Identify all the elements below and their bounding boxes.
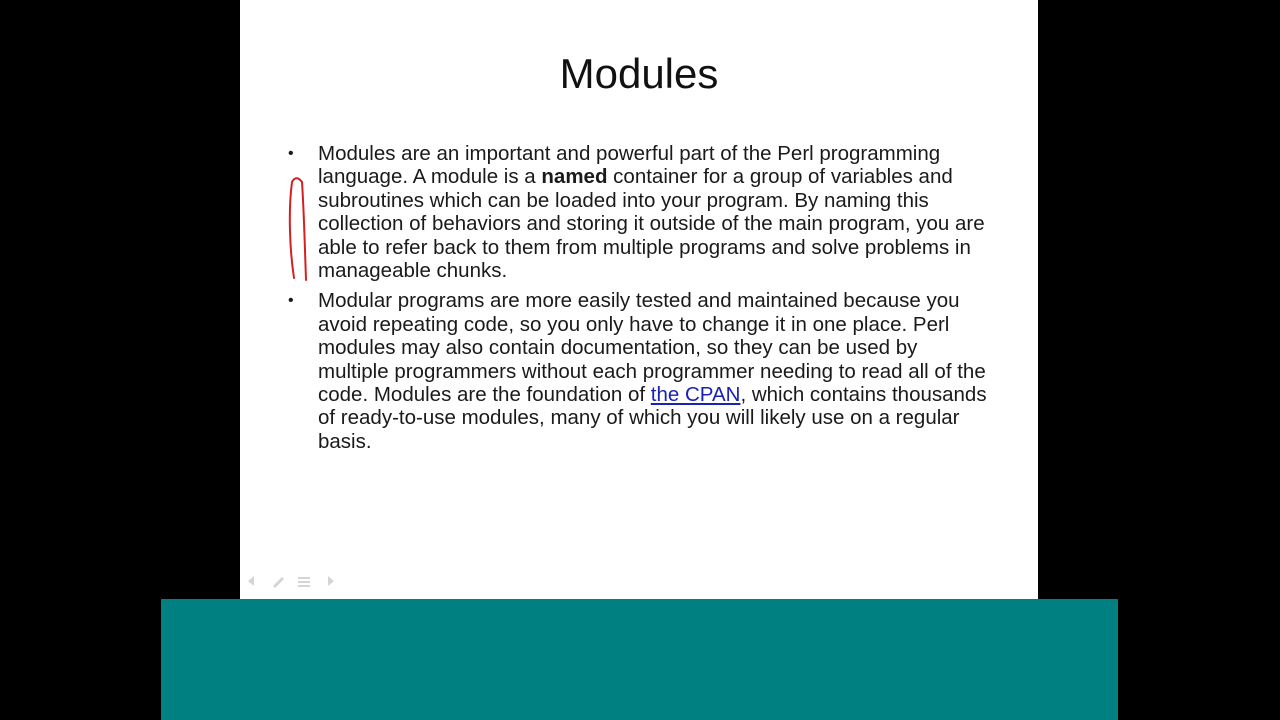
bullet-text: , which contains thousands of ready-to-use modules, many of which you will likely use on a regular basis. xyxy=(318,383,987,453)
slide-show-controls xyxy=(244,574,338,588)
bullet-item xyxy=(284,289,990,453)
bullet-text: Modules are an important and powerful part of the Perl programming language. A module is a xyxy=(318,142,941,189)
bullet-list xyxy=(284,142,990,460)
presentation-slide xyxy=(240,0,1038,600)
menu-icon[interactable] xyxy=(296,574,312,588)
pen-annotation-bracket xyxy=(286,172,310,284)
cpan-link[interactable]: the CPAN xyxy=(650,383,741,407)
bullet-text: container for a group of variables and subroutines which can be loaded into your program. By naming this collection of behaviors and storing it outside of the main program, you are able to refer back to them from multiple programs and solve problems in manageable chunks. xyxy=(318,165,985,283)
bold-term: named xyxy=(541,165,608,189)
bullet-text: Modular programs are more easily tested and maintained because you avoid repeating code, so you only have to change it in one place. Perl modules may also contain documentation, so they can be used by multiple programmers without each programmer needing to read all of the code. Modules are the foundation of xyxy=(318,289,986,407)
teal-overlay-bar xyxy=(161,599,1118,720)
pen-icon[interactable] xyxy=(270,574,286,588)
bullet-item xyxy=(284,142,990,282)
bullet-icon: • xyxy=(288,145,294,162)
prev-arrow-icon[interactable] xyxy=(244,574,260,588)
slide-title: Modules xyxy=(559,50,719,97)
next-arrow-icon[interactable] xyxy=(322,574,338,588)
right-pillarbox xyxy=(1118,0,1280,720)
bullet-icon: • xyxy=(288,292,294,310)
